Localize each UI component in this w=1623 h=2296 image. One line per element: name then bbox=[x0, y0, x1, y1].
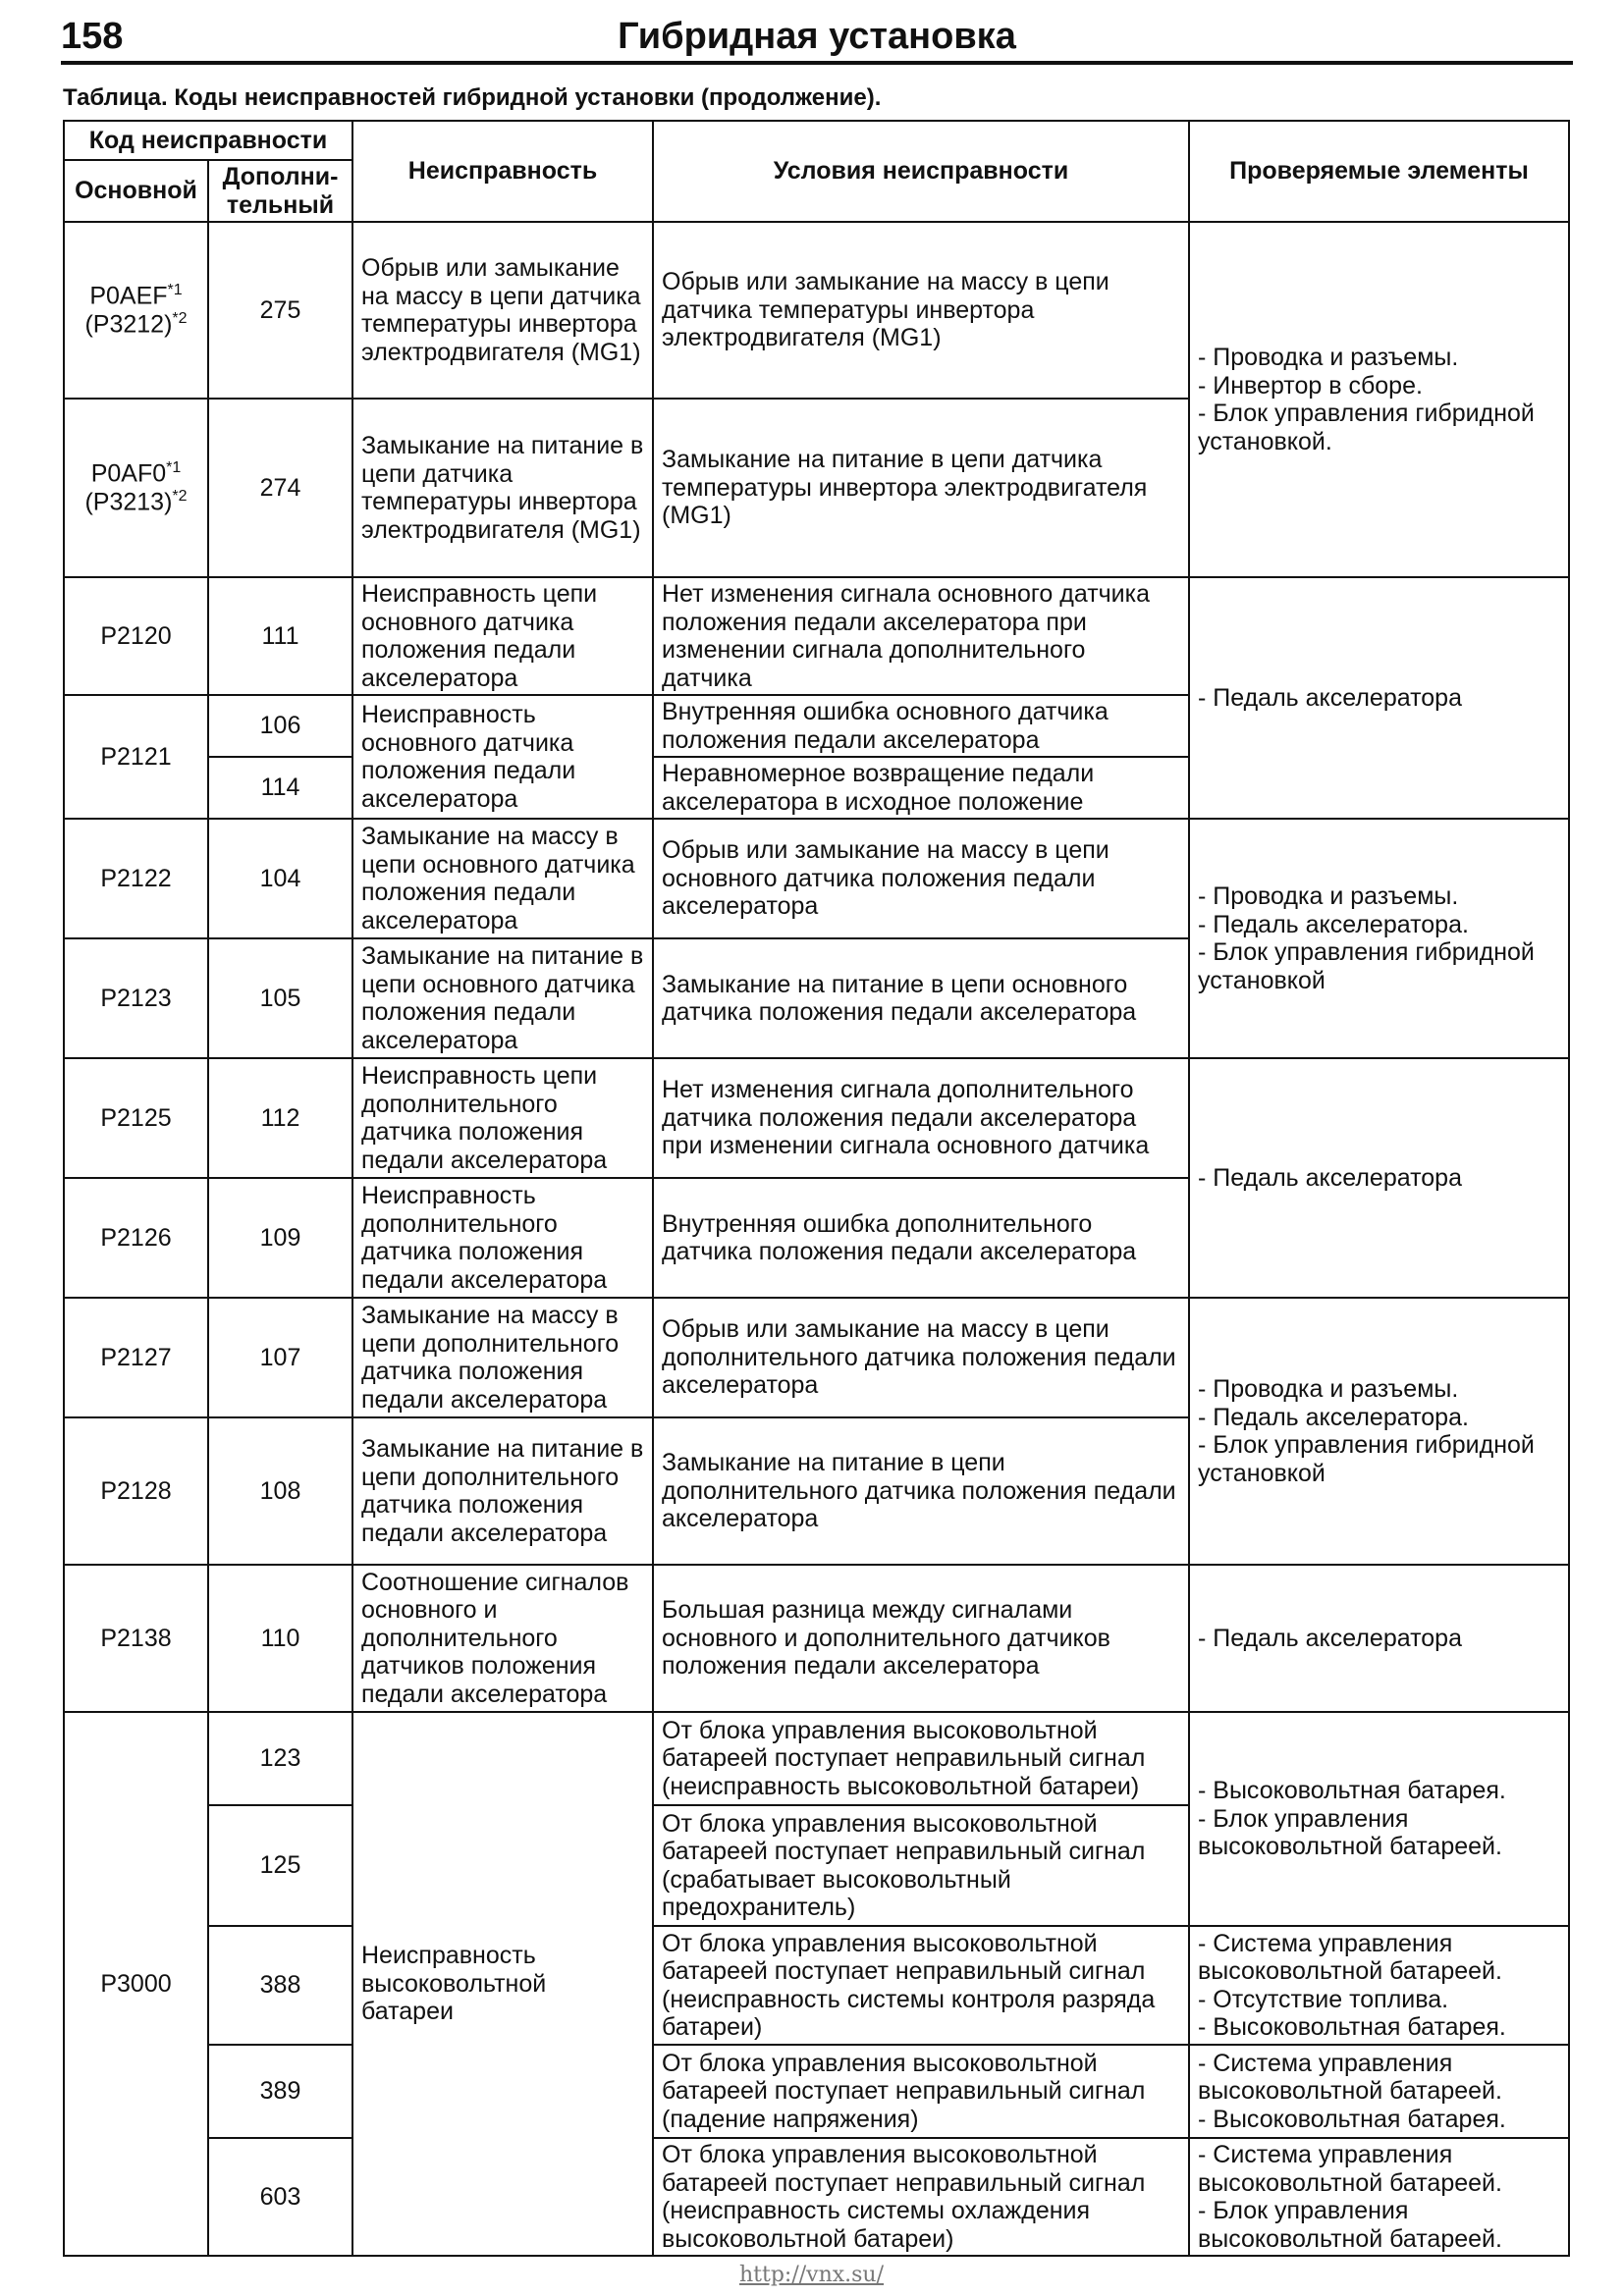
fault-codes-table bbox=[63, 120, 1570, 2257]
page-header bbox=[61, 10, 1573, 61]
extra-code: 104 bbox=[208, 819, 352, 938]
extra-code: 107 bbox=[208, 1298, 352, 1417]
fault-condition: От блока управления высоковольтной батареей поступает неправильный сигнал (неисправность системы контроля разряда батареи) bbox=[653, 1926, 1189, 2045]
fault-condition: Нет изменения сигнала дополнительного датчика положения педали акселератора при изменении сигнала основного датчика bbox=[653, 1058, 1189, 1178]
extra-code: 388 bbox=[208, 1926, 352, 2045]
extra-code: 110 bbox=[208, 1565, 352, 1712]
extra-code: 109 bbox=[208, 1178, 352, 1298]
extra-code: 389 bbox=[208, 2045, 352, 2138]
fault-condition: Внутренняя ошибка дополнительного датчика положения педали акселератора bbox=[653, 1178, 1189, 1298]
fault-description: Неисправность основного датчика положения педали акселератора bbox=[352, 695, 653, 819]
fault-description: Замыкание на питание в цепи датчика температуры инвертора электродвигателя (MG1) bbox=[352, 399, 653, 577]
table-row bbox=[64, 222, 1569, 399]
main-code: P0AF0$^{*1}$ $(P3213)^{*2}$ bbox=[64, 399, 208, 577]
checked-elements-header: Проверяемые элементы bbox=[1189, 121, 1569, 222]
extra-code: 111 bbox=[208, 577, 352, 695]
fault-condition: Обрыв или замыкание на массу в цепи дополнительного датчика положения педали акселератора bbox=[653, 1298, 1189, 1417]
table-row bbox=[64, 1058, 1569, 1178]
main-code: P0AEF$^{*1}$ $(P3212)^{*2}$ bbox=[64, 222, 208, 399]
checked-elements: - Система управления высоковольтной батареей. - Высоковольтная батарея. bbox=[1189, 2045, 1569, 2138]
fault-condition: От блока управления высоковольтной батареей поступает неправильный сигнал (падение напряжения) bbox=[653, 2045, 1189, 2138]
extra-code: 125 bbox=[208, 1805, 352, 1926]
page-title: Гибридная установка bbox=[618, 16, 1016, 57]
fault-description: Неисправность цепи дополнительного датчика положения педали акселератора bbox=[352, 1058, 653, 1178]
extra-code: 108 bbox=[208, 1417, 352, 1565]
extra-code: 603 bbox=[208, 2138, 352, 2256]
extra-code: 105 bbox=[208, 938, 352, 1058]
fault-condition: Замыкание на питание в цепи дополнительного датчика положения педали акселератора bbox=[653, 1417, 1189, 1565]
fault-description: Замыкание на питание в цепи основного датчика положения педали акселератора bbox=[352, 938, 653, 1058]
fault-condition: Неравномерное возвращение педали акселератора в исходное положение bbox=[653, 757, 1189, 819]
checked-elements: - Проводка и разъемы. - Педаль акселератора. - Блок управления гибридной установкой bbox=[1189, 819, 1569, 1058]
page-number: 158 bbox=[61, 16, 124, 57]
fault-description: Неисправность дополнительного датчика положения педали акселератора bbox=[352, 1178, 653, 1298]
extra-code: 114 bbox=[208, 757, 352, 819]
checked-elements: - Высоковольтная батарея. - Блок управления высоковольтной батареей. bbox=[1189, 1712, 1569, 1926]
fault-description: Неисправность цепи основного датчика положения педали акселератора bbox=[352, 577, 653, 695]
table-row bbox=[64, 577, 1569, 695]
checked-elements: - Проводка и разъемы. - Педаль акселератора. - Блок управления гибридной установкой bbox=[1189, 1298, 1569, 1565]
fault-condition: Обрыв или замыкание на массу в цепи датчика температуры инвертора электродвигателя (MG1) bbox=[653, 222, 1189, 399]
extra-code: 106 bbox=[208, 695, 352, 757]
fault-condition: От блока управления высоковольтной батареей поступает неправильный сигнал (срабатывает высоковольтный предохранитель) bbox=[653, 1805, 1189, 1926]
fault-condition: Нет изменения сигнала основного датчика положения педали акселератора при изменении сигнала дополнительного датчика bbox=[653, 577, 1189, 695]
main-code: P2120 bbox=[64, 577, 208, 695]
extra-code: 112 bbox=[208, 1058, 352, 1178]
source-url: http://vnx.su/ bbox=[738, 2263, 885, 2287]
main-code: P2122 bbox=[64, 819, 208, 938]
extra-code-header: Дополни-тельный bbox=[208, 160, 352, 222]
code-group-header: Код неисправности bbox=[64, 121, 352, 160]
checked-elements: - Система управления высоковольтной батареей. - Блок управления высоковольтной батареей. bbox=[1189, 2138, 1569, 2256]
fault-condition: От блока управления высоковольтной батареей поступает неправильный сигнал (неисправность высоковольтной батареи) bbox=[653, 1712, 1189, 1805]
main-code: P2123 bbox=[64, 938, 208, 1058]
fault-description: Замыкание на питание в цепи дополнительного датчика положения педали акселератора bbox=[352, 1417, 653, 1565]
conditions-header: Условия неисправности bbox=[653, 121, 1189, 222]
fault-header: Неисправность bbox=[352, 121, 653, 222]
fault-condition: Большая разница между сигналами основного и дополнительного датчиков положения педали акселератора bbox=[653, 1565, 1189, 1712]
header-divider bbox=[61, 61, 1573, 65]
main-code: P2138 bbox=[64, 1565, 208, 1712]
main-code: P2128 bbox=[64, 1417, 208, 1565]
checked-elements: - Педаль акселератора bbox=[1189, 1058, 1569, 1298]
fault-condition: Обрыв или замыкание на массу в цепи основного датчика положения педали акселератора bbox=[653, 819, 1189, 938]
checked-elements: - Система управления высоковольтной батареей. - Отсутствие топлива. - Высоковольтная батарея. bbox=[1189, 1926, 1569, 2045]
table-row bbox=[64, 1712, 1569, 1805]
main-code: P2125 bbox=[64, 1058, 208, 1178]
table-row bbox=[64, 1926, 1569, 2045]
extra-code: 275 bbox=[208, 222, 352, 399]
fault-description: Обрыв или замыкание на массу в цепи датчика температуры инвертора электродвигателя (MG1) bbox=[352, 222, 653, 399]
checked-elements: - Педаль акселератора bbox=[1189, 577, 1569, 819]
table-row bbox=[64, 819, 1569, 938]
fault-description: Неисправность высоковольтной батареи bbox=[352, 1712, 653, 2256]
table-row bbox=[64, 2138, 1569, 2256]
main-code: P3000 bbox=[64, 1712, 208, 2256]
checked-elements: - Проводка и разъемы. - Инвертор в сборе. - Блок управления гибридной установкой. bbox=[1189, 222, 1569, 577]
main-code: P2127 bbox=[64, 1298, 208, 1417]
fault-description: Замыкание на массу в цепи дополнительного датчика положения педали акселератора bbox=[352, 1298, 653, 1417]
fault-description: Соотношение сигналов основного и дополнительного датчиков положения педали акселератора bbox=[352, 1565, 653, 1712]
table-row bbox=[64, 1565, 1569, 1712]
main-code: P2126 bbox=[64, 1178, 208, 1298]
extra-code: 123 bbox=[208, 1712, 352, 1805]
fault-condition: Замыкание на питание в цепи датчика температуры инвертора электродвигателя (MG1) bbox=[653, 399, 1189, 577]
table-caption: Таблица. Коды неисправностей гибридной установки (продолжение). bbox=[63, 84, 882, 111]
main-code: P2121 bbox=[64, 695, 208, 819]
fault-description: Замыкание на массу в цепи основного датчика положения педали акселератора bbox=[352, 819, 653, 938]
fault-condition: Замыкание на питание в цепи основного датчика положения педали акселератора bbox=[653, 938, 1189, 1058]
table-row bbox=[64, 2045, 1569, 2138]
main-code-header: Основной bbox=[64, 160, 208, 222]
extra-code: 274 bbox=[208, 399, 352, 577]
checked-elements: - Педаль акселератора bbox=[1189, 1565, 1569, 1712]
table-row bbox=[64, 1298, 1569, 1417]
fault-condition: От блока управления высоковольтной батареей поступает неправильный сигнал (неисправность системы охлаждения высоковольтной батареи) bbox=[653, 2138, 1189, 2256]
fault-condition: Внутренняя ошибка основного датчика положения педали акселератора bbox=[653, 695, 1189, 757]
